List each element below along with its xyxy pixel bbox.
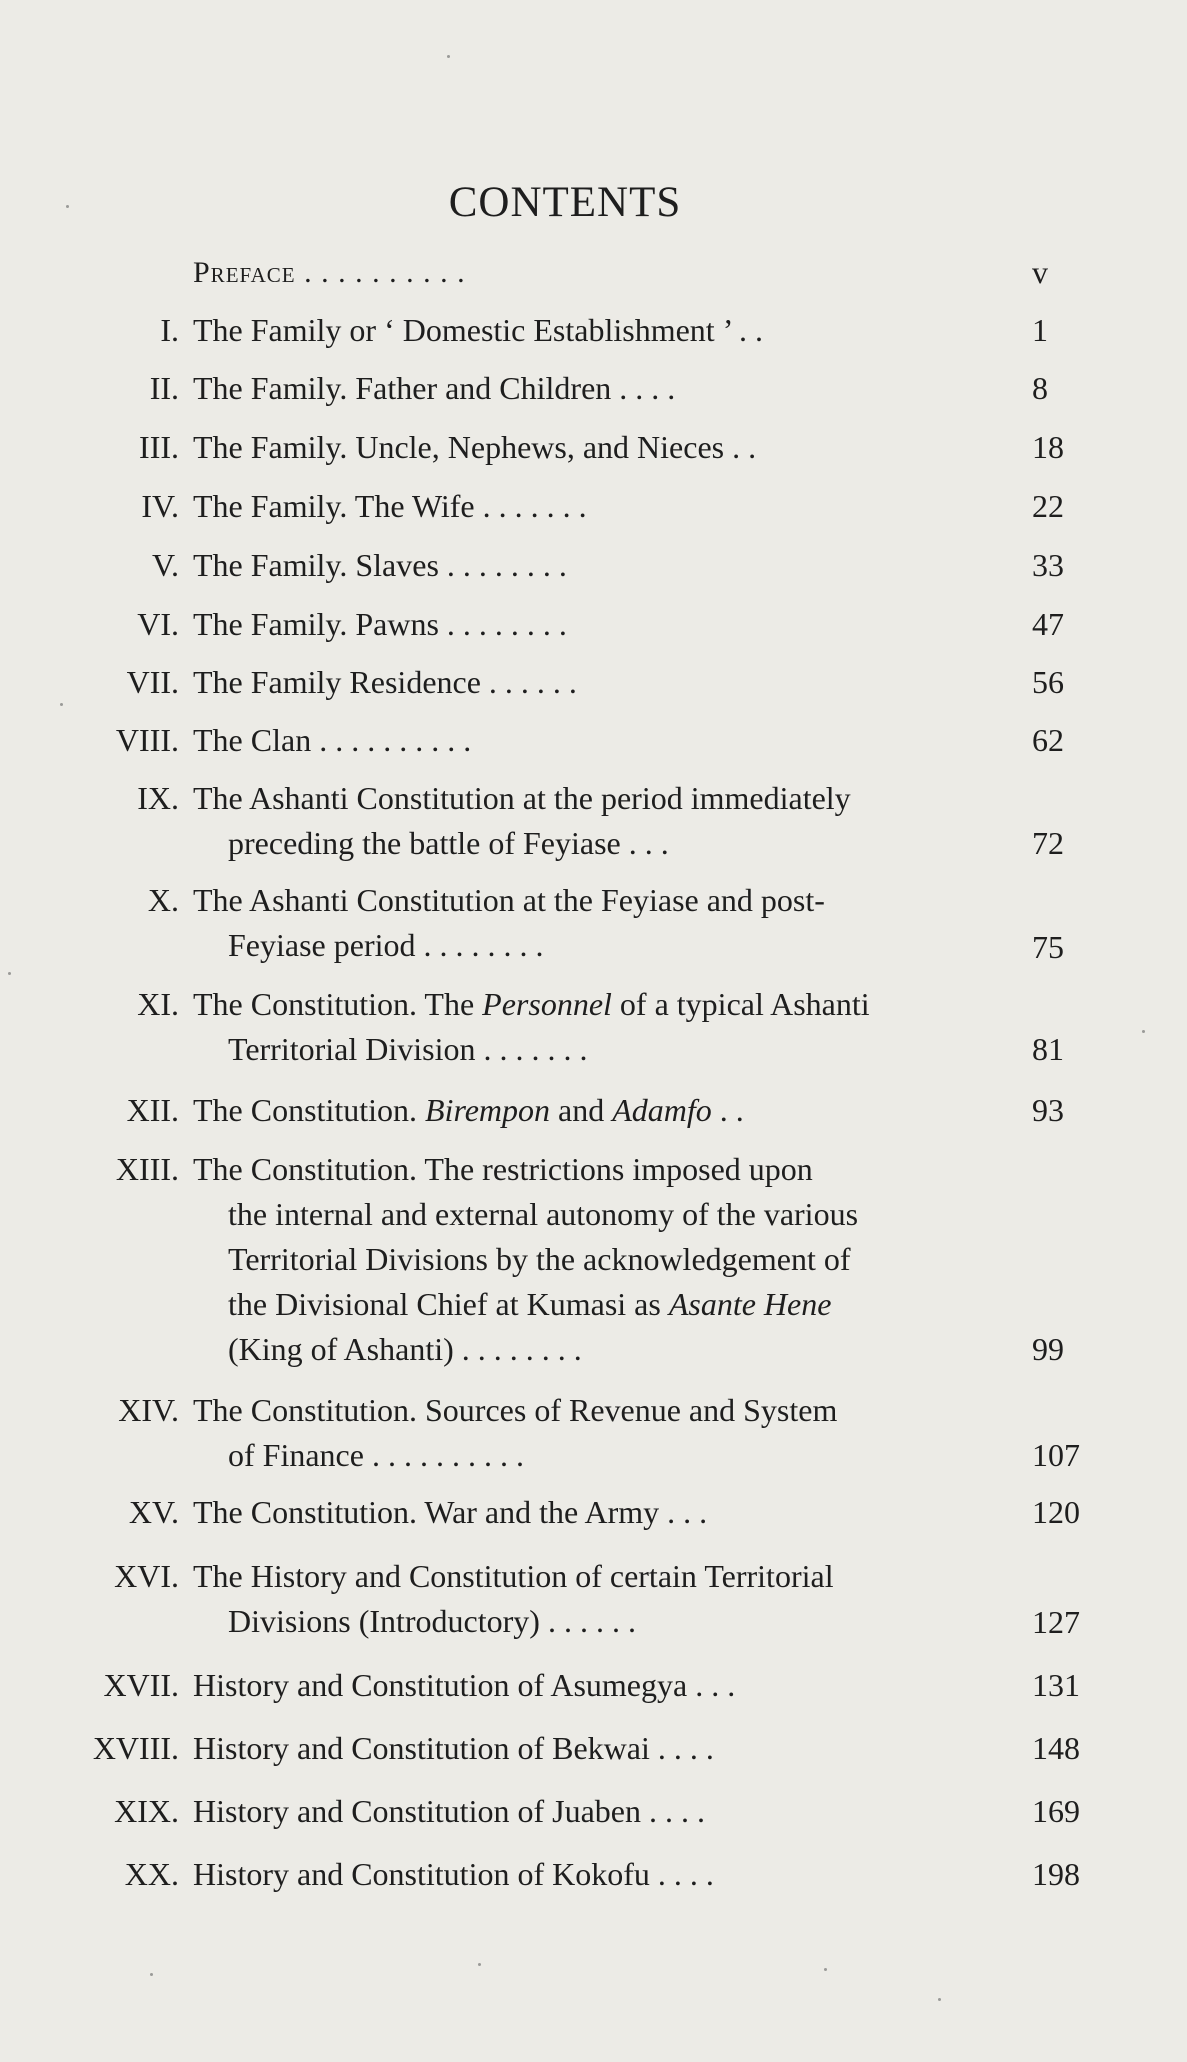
- paper-speck: [447, 55, 450, 58]
- chapter-title: The Family. Uncle, Nephews, and Nieces . .: [193, 429, 757, 465]
- page-number: 1: [1032, 312, 1048, 348]
- paper-speck: [478, 1963, 481, 1966]
- page-number: 8: [1032, 370, 1048, 406]
- chapter-number: XIV.: [118, 1392, 179, 1428]
- page-number: 47: [1032, 606, 1064, 642]
- chapter-number: VI.: [137, 606, 179, 642]
- chapter-title: The Family. Slaves . . . . . . . .: [193, 547, 567, 583]
- chapter-title: The Family. The Wife . . . . . . .: [193, 488, 587, 524]
- paper-speck: [938, 1998, 941, 2001]
- page-number: 120: [1032, 1494, 1080, 1530]
- page-title: CONTENTS: [448, 179, 682, 226]
- chapter-number: IX.: [137, 780, 179, 816]
- chapter-number: X.: [147, 882, 179, 918]
- chapter-number: XV.: [128, 1494, 179, 1530]
- chapter-title: The Family. Father and Children . . . .: [193, 370, 676, 406]
- page-number: 22: [1032, 488, 1064, 524]
- chapter-number: XVIII.: [92, 1730, 179, 1766]
- italic-term: Adamfo: [612, 1092, 712, 1128]
- page-number: 131: [1032, 1667, 1080, 1703]
- chapter-title: The Family or ‘ Domestic Establishment ’ . .: [193, 312, 763, 348]
- page-number: 75: [1032, 929, 1064, 965]
- paper-speck: [824, 1968, 827, 1971]
- chapter-number: XX.: [124, 1856, 179, 1892]
- paper-speck: [8, 972, 11, 975]
- page-number: 99: [1032, 1331, 1064, 1367]
- chapter-number: XIII.: [115, 1151, 179, 1187]
- page-number: 127: [1032, 1604, 1080, 1640]
- page-number: 56: [1032, 664, 1064, 700]
- chapter-number: XI.: [137, 986, 179, 1022]
- chapter-title: History and Constitution of Bekwai . . . .: [193, 1730, 714, 1766]
- page-number: 198: [1032, 1856, 1080, 1892]
- italic-term: Asante Hene: [668, 1286, 832, 1322]
- chapter-title: The Constitution. The restrictions imposed upon the internal and external autonomy of the various Territorial Divisions by the acknowledgement of the Divisional Chief at Kumasi as Asante Hene (King of Ashanti) . . . . . . . .: [193, 1147, 998, 1372]
- page-number: 107: [1032, 1437, 1080, 1473]
- chapter-number: XVI.: [114, 1558, 179, 1594]
- chapter-title: History and Constitution of Asumegya . . .: [193, 1667, 736, 1703]
- page-number: 169: [1032, 1793, 1080, 1829]
- title-line-with-italic: The Constitution. Birempon and Adamfo . .: [193, 1092, 744, 1128]
- chapter-title: The Ashanti Constitution at the Feyiase and post- Feyiase period . . . . . . . .: [193, 882, 825, 963]
- page-number: 148: [1032, 1730, 1080, 1766]
- page-number: v: [1032, 254, 1048, 290]
- title-line-with-italic: The Constitution. The Personnel of a typical Ashanti: [193, 986, 870, 1022]
- chapter-title: History and Constitution of Juaben . . . .: [193, 1793, 705, 1829]
- page-number: 93: [1032, 1092, 1064, 1128]
- chapter-title: The Clan . . . . . . . . . .: [193, 722, 472, 758]
- italic-term: Birempon: [425, 1092, 551, 1128]
- paper-speck: [60, 703, 63, 706]
- chapter-title: The Ashanti Constitution at the period immediately preceding the battle of Feyiase . . .: [193, 780, 851, 861]
- page-number: 72: [1032, 825, 1064, 861]
- chapter-title: [193, 1088, 998, 1133]
- chapter-title: History and Constitution of Kokofu . . . .: [193, 1856, 714, 1892]
- title-line-with-italic: the Divisional Chief at Kumasi as Asante Hene: [228, 1286, 832, 1322]
- chapter-number: VIII.: [115, 722, 179, 758]
- chapter-number: XIX.: [114, 1793, 179, 1829]
- chapter-number: XVII.: [103, 1667, 179, 1703]
- chapter-title: The Constitution. Sources of Revenue and System of Finance . . . . . . . . . .: [193, 1392, 838, 1473]
- chapter-number: IV.: [141, 488, 179, 524]
- chapter-number: III.: [139, 429, 179, 465]
- chapter-number: VII.: [126, 664, 179, 700]
- chapter-title: The Constitution. The Personnel of a typical Ashanti Territorial Division . . . . . . .: [193, 982, 998, 1072]
- paper-speck: [1142, 1030, 1145, 1033]
- page-number: 18: [1032, 429, 1064, 465]
- chapter-number: I.: [160, 312, 179, 348]
- chapter-number: XII.: [126, 1092, 179, 1128]
- chapter-number: II.: [149, 370, 179, 406]
- page-number: 33: [1032, 547, 1064, 583]
- chapter-title: Preface . . . . . . . . . .: [193, 256, 466, 289]
- paper-speck: [150, 1973, 153, 1976]
- italic-term: Personnel: [482, 986, 612, 1022]
- page-number: 81: [1032, 1031, 1064, 1067]
- chapter-title: The Constitution. War and the Army . . .: [193, 1494, 708, 1530]
- chapter-title: The History and Constitution of certain Territorial Divisions (Introductory) . . . . . .: [193, 1558, 834, 1639]
- paper-speck: [66, 205, 69, 208]
- chapter-number: V.: [152, 547, 179, 583]
- page-number: 62: [1032, 722, 1064, 758]
- chapter-title: The Family. Pawns . . . . . . . .: [193, 606, 567, 642]
- chapter-title: The Family Residence . . . . . .: [193, 664, 577, 700]
